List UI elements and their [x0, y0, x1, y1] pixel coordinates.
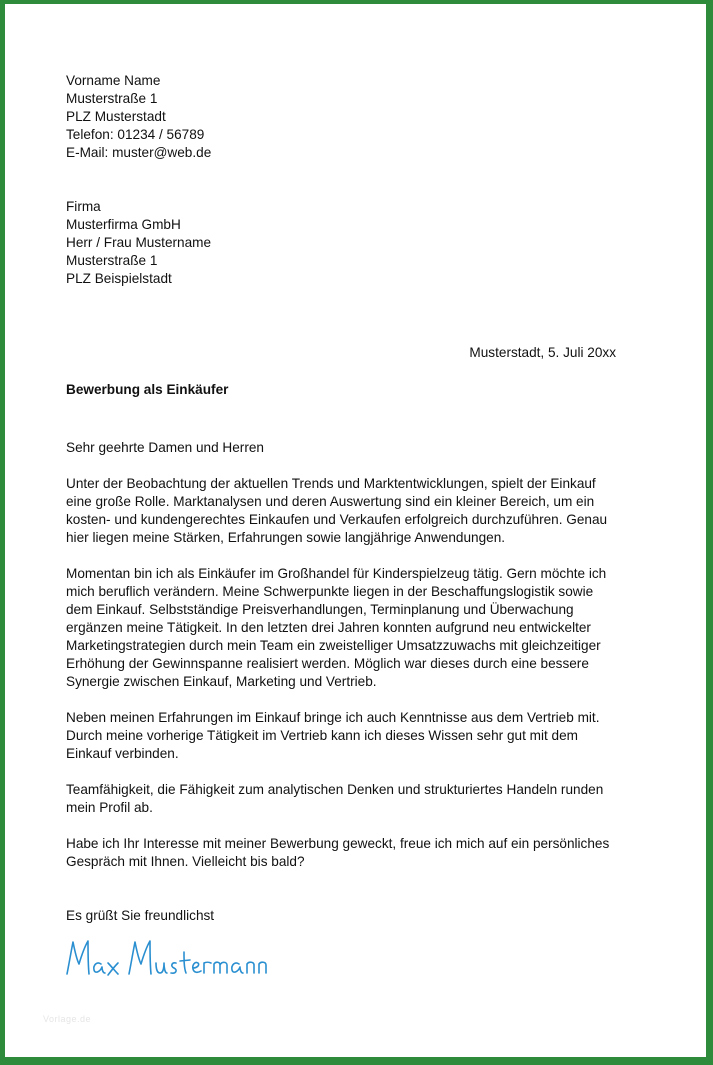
paragraph-line: Einkauf verbinden. — [66, 746, 179, 761]
paragraph-line: Erhöhung der Gewinnspanne realisiert werden. Möglich war dieses durch eine bessere — [66, 656, 589, 671]
recipient-street: Musterstraße 1 — [66, 253, 158, 268]
paragraph-line: hier liegen meine Stärken, Erfahrungen sowie langjährige Anwendungen. — [66, 530, 506, 545]
paragraph-line: Gespräch mit Ihnen. Vielleicht bis bald? — [66, 854, 305, 869]
paragraph-line: kosten- und kundengerechtes Einkaufen und Verkaufen erfolgreich durchzuführen. Genau — [66, 512, 608, 527]
sender-phone: Telefon: 01234 / 56789 — [66, 127, 205, 142]
body-paragraph-2 — [66, 565, 656, 691]
paragraph-line: Teamfähigkeit, die Fähigkeit zum analytischen Denken und strukturiertes Handeln runden — [66, 782, 604, 797]
paragraph-line: eine große Rolle. Marktanalysen und deren Auswertung sind ein kleiner Bereich, um ein — [66, 494, 595, 509]
body-paragraph-5 — [66, 835, 656, 871]
paragraph-line: mein Profil ab. — [66, 800, 153, 815]
paragraph-line: Neben meinen Erfahrungen im Einkauf bringe ich auch Kenntnisse aus dem Vertrieb mit. — [66, 710, 600, 725]
recipient-contact: Herr / Frau Mustername — [66, 235, 212, 250]
sender-city: PLZ Musterstadt — [66, 109, 166, 124]
sender-name: Vorname Name — [66, 73, 161, 88]
letter-date: Musterstadt, 5. Juli 20xx — [469, 345, 616, 360]
recipient-address — [66, 198, 656, 288]
sender-address — [66, 72, 656, 162]
recipient-label: Firma — [66, 199, 101, 214]
paragraph-line: ergänzen meine Tätigkeit. In den letzten drei Jahren konnten aufgrund neu entwickelter — [66, 620, 591, 635]
sender-street: Musterstraße 1 — [66, 91, 158, 106]
watermark: Vorlage.de — [43, 1014, 92, 1024]
letter-subject: Bewerbung als Einkäufer — [66, 382, 229, 397]
body-paragraph-1 — [66, 475, 656, 547]
body-paragraph-3 — [66, 709, 656, 763]
signature-image — [63, 934, 283, 984]
salutation: Sehr geehrte Damen und Herren — [66, 440, 264, 455]
paragraph-line: mich beruflich verändern. Meine Schwerpunkte liegen in der Beschaffungslogistik sowie — [66, 584, 594, 599]
handwritten-signature — [63, 934, 283, 989]
paragraph-line: Synergie zwischen Einkauf, Marketing und Vertrieb. — [66, 674, 377, 689]
closing: Es grüßt Sie freundlichst — [66, 908, 215, 923]
paragraph-line: Unter der Beobachtung der aktuellen Trends und Marktentwicklungen, spielt der Einkauf — [66, 476, 596, 491]
body-paragraph-4 — [66, 781, 656, 817]
sender-email: E-Mail: muster@web.de — [66, 145, 212, 160]
letter-page — [5, 4, 706, 1057]
recipient-company: Musterfirma GmbH — [66, 217, 181, 232]
paragraph-line: Habe ich Ihr Interesse mit meiner Bewerbung geweckt, freue ich mich auf ein persönliches — [66, 836, 610, 851]
paragraph-line: dem Einkauf. Selbstständige Preisverhandlungen, Terminplanung und Überwachung — [66, 602, 574, 617]
paragraph-line: Marketingstrategien durch mein Team ein zweistelliger Umsatzzuwachs mit gleichzeitiger — [66, 638, 601, 653]
paragraph-line: Momentan bin ich als Einkäufer im Großhandel für Kinderspielzeug tätig. Gern möchte ich — [66, 566, 607, 581]
recipient-city: PLZ Beispielstadt — [66, 271, 172, 286]
paragraph-line: Durch meine vorherige Tätigkeit im Vertrieb kann ich dieses Wissen sehr gut mit dem — [66, 728, 578, 743]
